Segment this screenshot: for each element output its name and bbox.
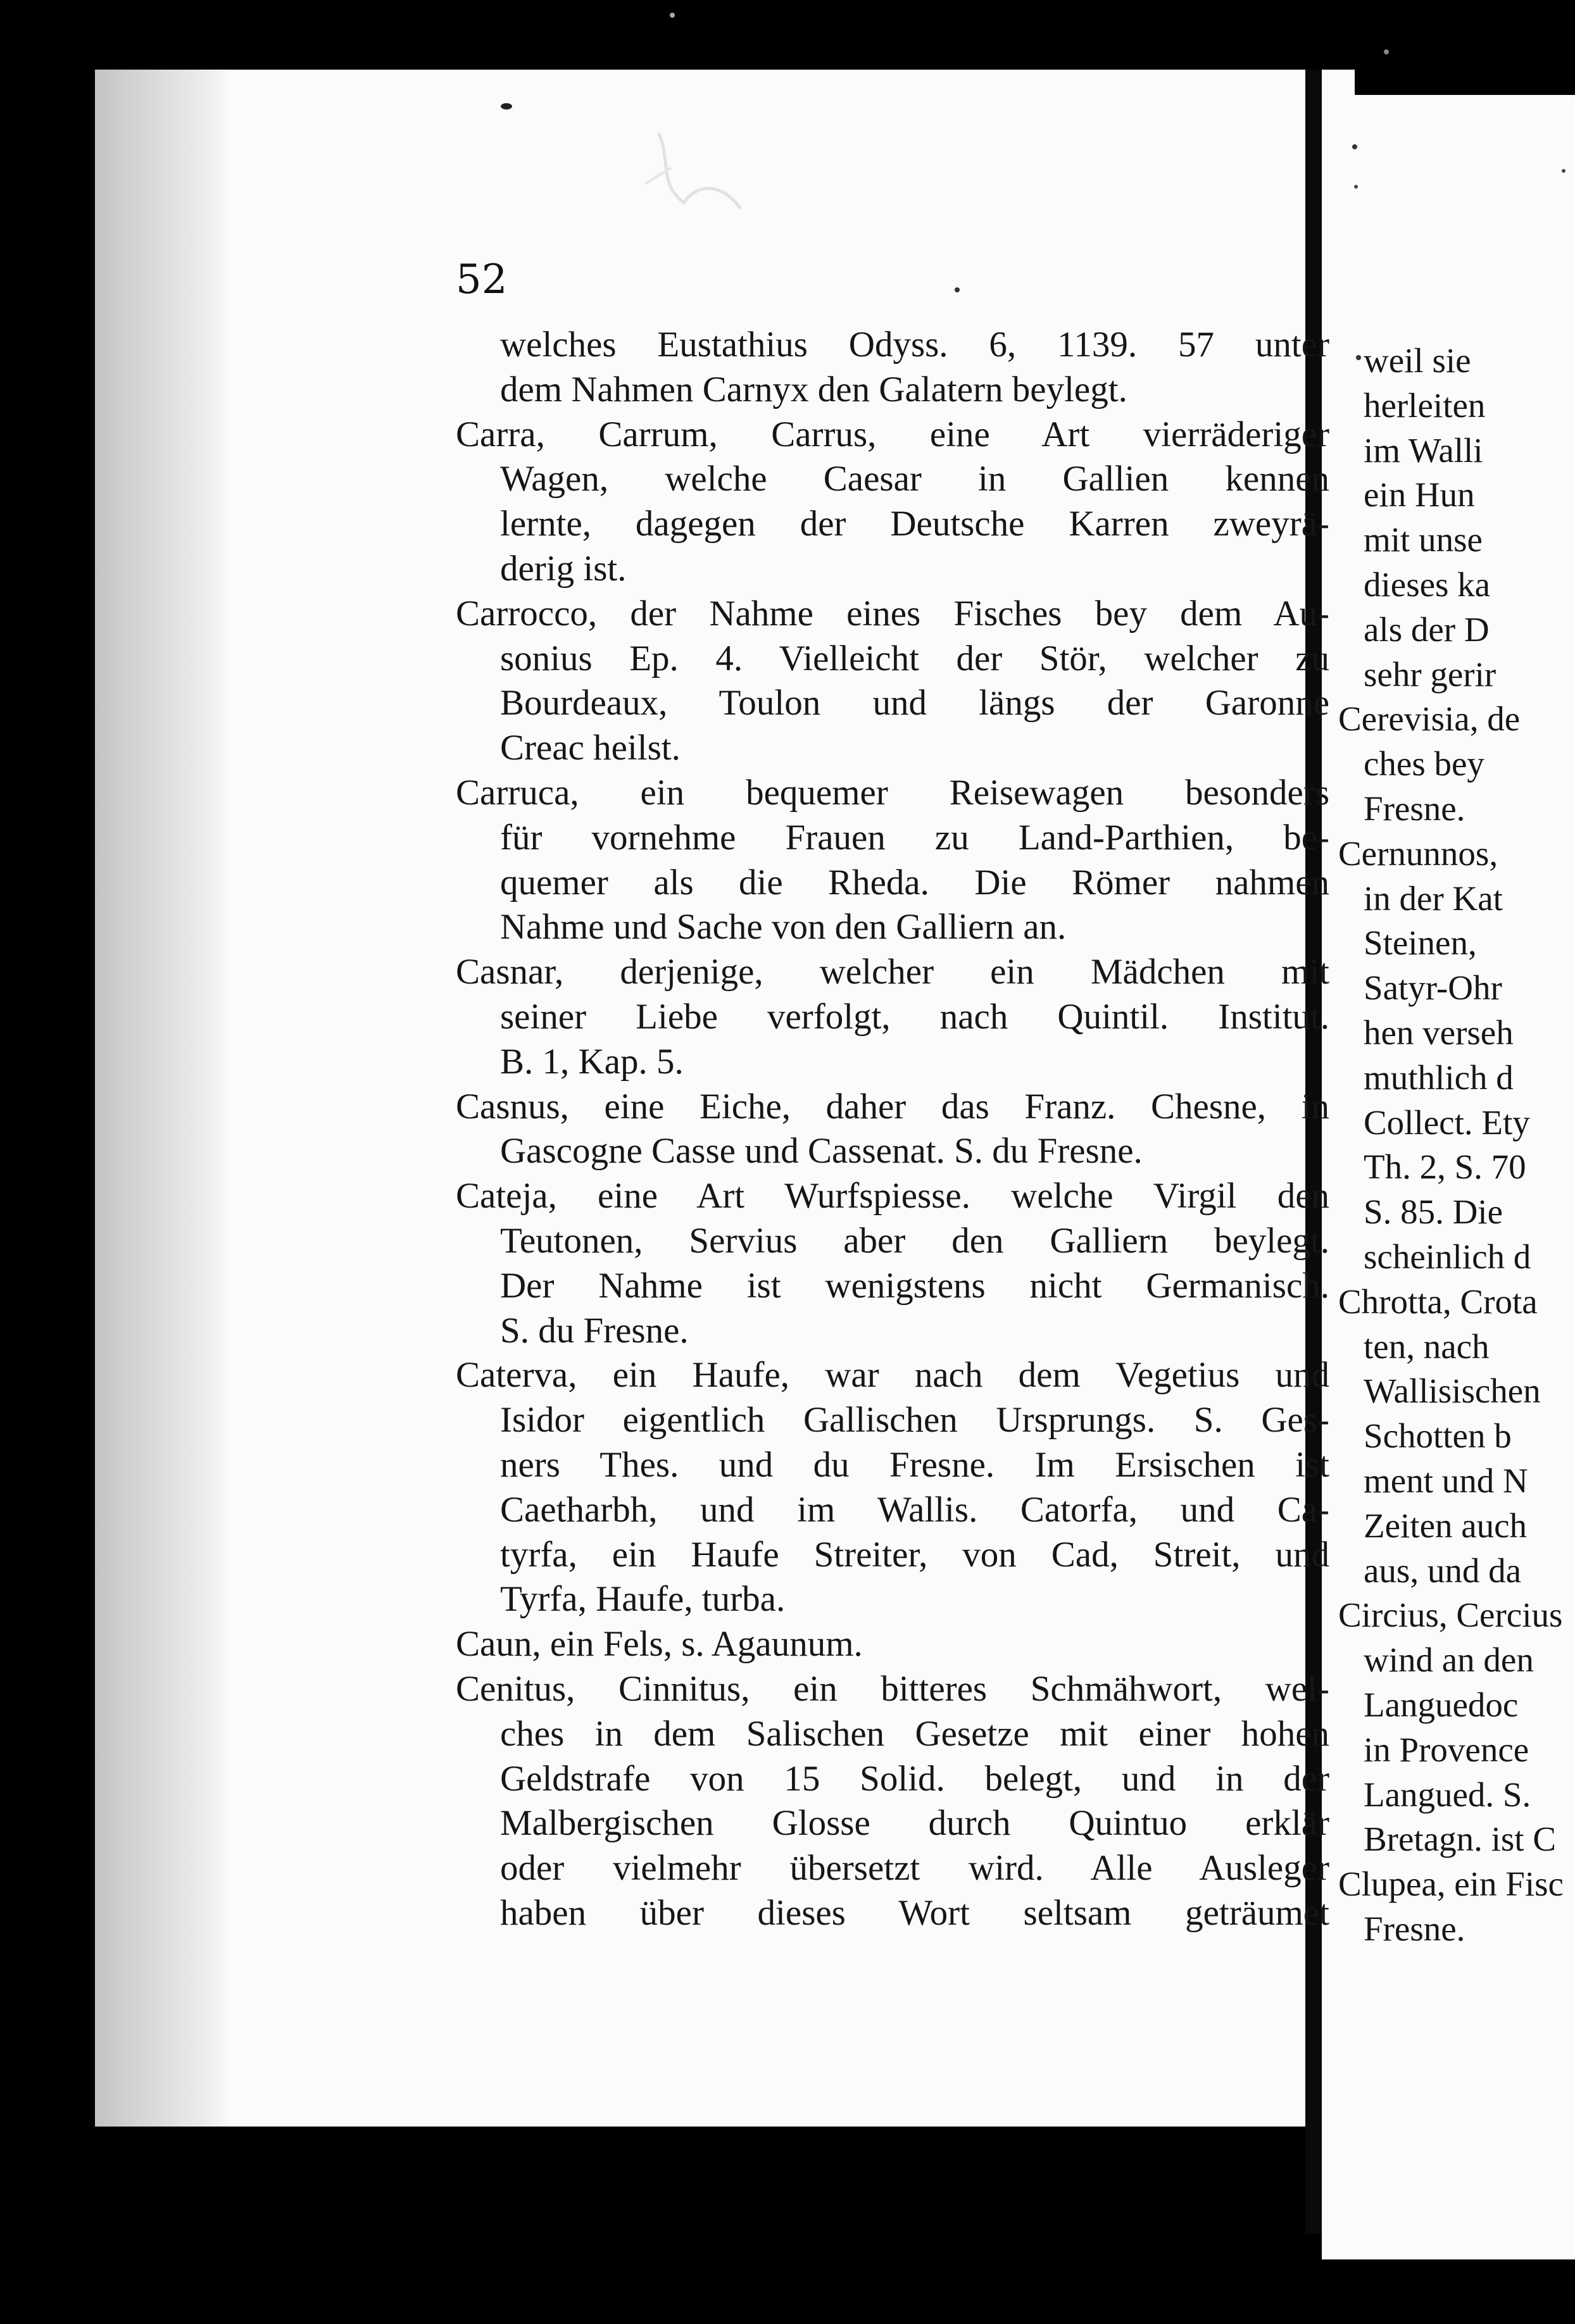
text-line: sehr gerir (1364, 654, 1497, 694)
text-line: Langued. S. (1364, 1775, 1531, 1814)
faint-pencil-mark (658, 133, 741, 209)
text-line: mit unse (1364, 520, 1483, 559)
entry-headline: Chrotta, Crota (1338, 1282, 1538, 1321)
ink-speck (1354, 185, 1358, 189)
text-line: Schotten b (1364, 1416, 1512, 1456)
ink-speck (501, 103, 512, 109)
text-line: oder vielmehr übersetzt wird. Alle Ausleger (500, 1848, 1329, 1889)
entry-headline: Caterva, ein Haufe, war nach dem Vegetius und (456, 1355, 1329, 1396)
text-line: dem Nahmen Carnyx den Galatern beylegt. (500, 369, 1127, 409)
text-line: ches in dem Salischen Gesetze mit einer hohen (500, 1713, 1329, 1754)
text-line: in Provence (1364, 1730, 1529, 1769)
entry-headline: Cerevisia, de (1338, 699, 1521, 739)
text-line: Creac heilst. (500, 728, 681, 768)
entry-headline: Casnus, eine Eiche, daher das Franz. Chesne, in (456, 1086, 1329, 1127)
text-line: muthlich d (1364, 1058, 1514, 1097)
text-line: Gascogne Casse und Cassenat. S. du Fresne. (500, 1131, 1143, 1171)
text-line: haben über dieses Wort seltsam geträumet (500, 1892, 1329, 1933)
text-line: Wallisischen (1364, 1371, 1541, 1411)
entry-headline: Clupea, ein Fisc (1338, 1865, 1564, 1904)
text-line: ners Thes. und du Fresne. Im Ersischen ist (500, 1444, 1329, 1485)
text-line: lernte, dagegen der Deutsche Karren zweyrä- (500, 504, 1329, 544)
text-line: Malbergischen Glosse durch Quintuo erklär (500, 1803, 1329, 1844)
text-line: ein Hun (1364, 475, 1475, 515)
text-line: im Walli (1364, 430, 1483, 470)
ink-speck (1384, 49, 1389, 54)
text-line: Collect. Ety (1364, 1103, 1530, 1142)
text-line: sonius Ep. 4. Vielleicht der Stör, welcher zu (500, 638, 1329, 678)
text-line: in der Kat (1364, 878, 1503, 918)
text-line: Languedoc (1364, 1685, 1519, 1724)
text-line: Zeiten auch (1364, 1506, 1528, 1545)
text-line: derig ist. (500, 548, 627, 589)
text-line: quemer als die Rheda. Die Römer nahmen (500, 862, 1329, 903)
page-number: 52 (456, 256, 508, 303)
text-line: Geldstrafe von 15 Solid. belegt, und in der (500, 1758, 1329, 1799)
text-line: weil sie (1364, 341, 1471, 380)
text-line: Der Nahme ist wenigstens nicht Germanisch. (500, 1265, 1329, 1306)
text-line: ches bey (1364, 744, 1484, 784)
entry-headline: Caun, ein Fels, s. Agaunum. (456, 1624, 863, 1665)
text-line: herleiten (1364, 385, 1486, 425)
entry-headline: Cenitus, Cinnitus, ein bitteres Schmähwort, wel- (456, 1668, 1329, 1709)
text-line: seiner Liebe verfolgt, nach Quintil. Institut. (500, 996, 1329, 1037)
ink-speck (1352, 144, 1357, 149)
ink-speck (955, 287, 960, 292)
entry-headline: Carrocco, der Nahme eines Fisches bey dem Au- (456, 593, 1329, 634)
ink-speck (670, 13, 675, 18)
text-line: Fresne. (1364, 789, 1465, 828)
text-line: Th. 2, S. 70 (1364, 1147, 1526, 1187)
text-line: Caetharbh, und im Wallis. Catorfa, und Ca- (500, 1489, 1329, 1530)
text-line: hen verseh (1364, 1013, 1514, 1052)
text-line: ten, nach (1364, 1327, 1490, 1366)
text-line: S. du Fresne. (500, 1310, 689, 1351)
text-line: ment und N (1364, 1461, 1528, 1500)
text-line: Fresne. (1364, 1909, 1465, 1948)
text-line: Isidor eigentlich Gallischen Ursprungs. S. Ges- (500, 1400, 1329, 1440)
text-line: Nahme und Sache von den Galliern an. (500, 907, 1067, 947)
text-line: Steinen, (1364, 923, 1477, 963)
text-line: scheinlich d (1364, 1237, 1531, 1276)
text-line: Bourdeaux, Toulon und längs der Garonne (500, 683, 1329, 723)
text-line: aus, und da (1364, 1551, 1521, 1590)
entry-headline: Circius, Cercius (1338, 1596, 1563, 1635)
ink-speck (1562, 169, 1566, 173)
entry-headline: Casnar, derjenige, welcher ein Mädchen mit (456, 952, 1329, 992)
text-line: welches Eustathius Odyss. 6, 1139. 57 unter (500, 325, 1329, 365)
dictionary-text (456, 323, 1329, 1936)
text-line: dieses ka (1364, 565, 1491, 604)
entry-headline: Carra, Carrum, Carrus, eine Art vierräderiger (456, 414, 1329, 454)
text-line: Bretagn. ist C (1364, 1820, 1557, 1859)
entry-headline: Carruca, ein bequemer Reisewagen besonders (456, 772, 1329, 813)
entry-headline: Cateja, eine Art Wurfspiesse. welche Virgil den (456, 1176, 1329, 1216)
text-line: Satyr-Ohr (1364, 968, 1502, 1008)
right-page-text (1338, 339, 1575, 1952)
text-line: Tyrfa, Haufe, turba. (500, 1579, 786, 1620)
text-line: wind an den (1364, 1640, 1534, 1680)
text-line: Teutonen, Servius aber den Galliern beylegt. (500, 1220, 1329, 1261)
entry-headline: Cernunnos, (1338, 834, 1498, 873)
text-line: für vornehme Frauen zu Land-Parthien, be- (500, 817, 1329, 858)
text-line: S. 85. Die (1364, 1192, 1503, 1232)
text-line: tyrfa, ein Haufe Streiter, von Cad, Streit, und (500, 1534, 1329, 1575)
text-line: Wagen, welche Caesar in Gallien kennen (500, 459, 1329, 499)
text-line: als der D (1364, 609, 1490, 649)
text-line: B. 1, Kap. 5. (500, 1041, 684, 1082)
